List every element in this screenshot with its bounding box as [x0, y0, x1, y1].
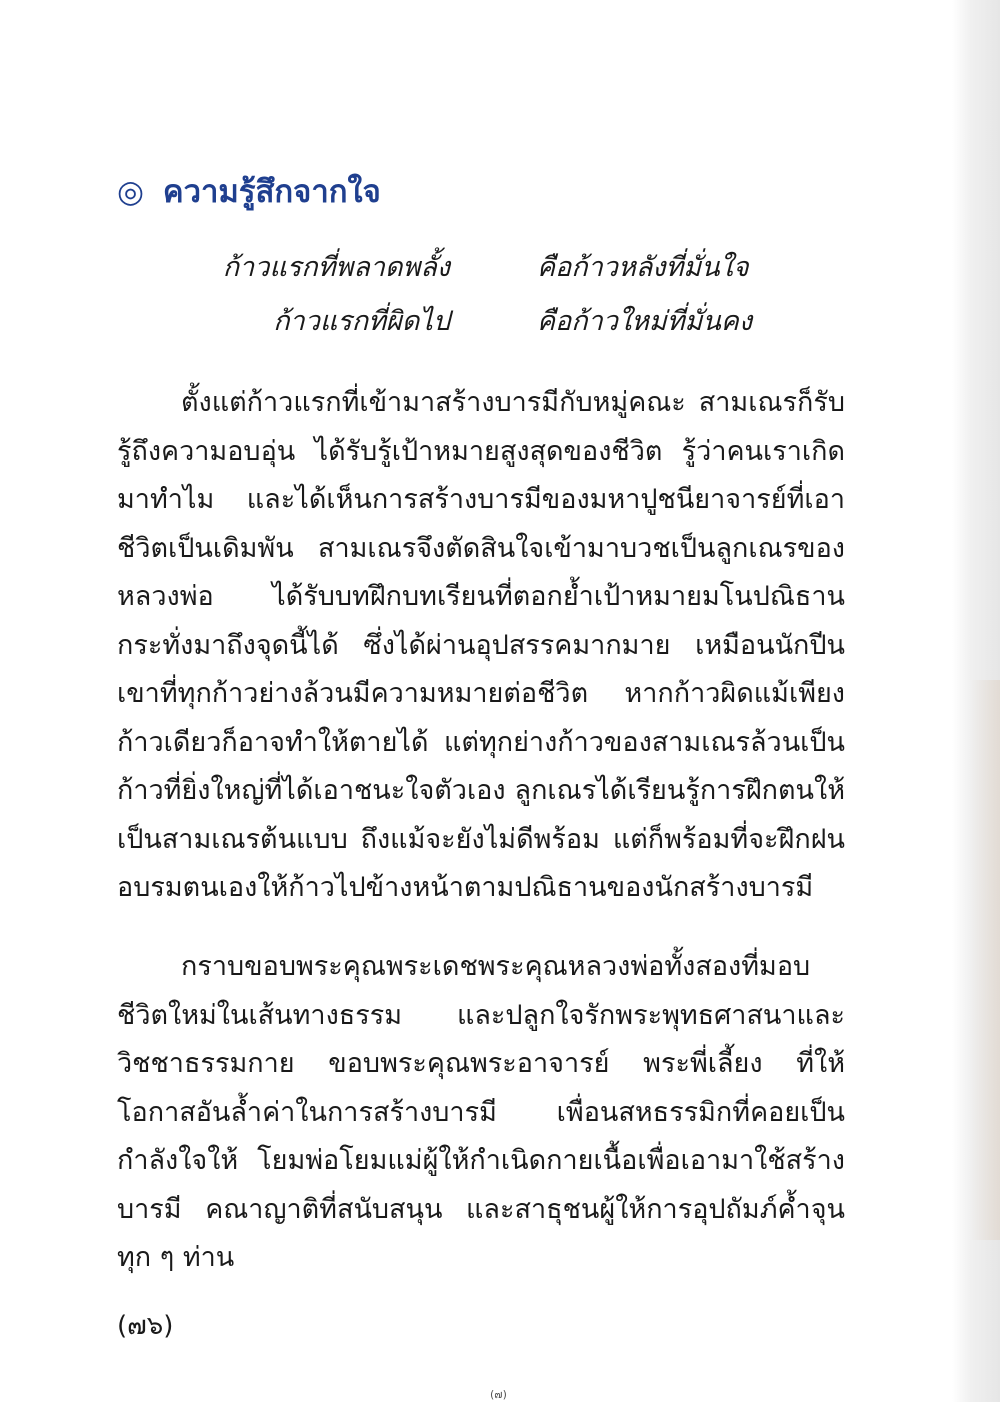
- poem-line: [0, 244, 1000, 298]
- poem-line: [0, 298, 1000, 352]
- footer-mark: (๗): [490, 1388, 507, 1401]
- section-heading-text: ความรู้สึกจากใจ: [162, 174, 381, 210]
- poem-verse: [0, 244, 1000, 352]
- poem-line-left: ก้าวแรกที่ผิดไป: [273, 306, 450, 337]
- page-edge-tint: [970, 680, 1000, 1240]
- body-paragraph: กราบขอบพระคุณพระเดชพระคุณหลวงพ่อทั้งสองที่มอบชีวิตใหม่ในเส้นทางธรรม และปลูกใจรักพระพุทธศาสนาและวิชชาธรรมกาย ขอบพระคุณพระอาจารย์ พระพี่เลี้ยง ที่ให้โอกาสอันล้ำค่าในการสร้างบารมี เพื่อนสหธรรมิกที่คอยเป็นกำลังใจให้ โยมพ่อโยมแม่ผู้ให้กำเนิดกายเนื้อเพื่อเอามาใช้สร้างบารมี คณาญาติที่สนับสนุน และสาธุชนผู้ให้การอุปถัมภ์ค้ำจุนทุก ๆ ท่าน: [117, 951, 845, 1273]
- poem-line-right: คือก้าวหลังที่มั่นใจ: [537, 252, 749, 283]
- body-paragraph: ตั้งแต่ก้าวแรกที่เข้ามาสร้างบารมีกับหมู่คณะ สามเณรก็รับรู้ถึงความอบอุ่น ได้รับรู้เป้าหมายสูงสุดของชีวิต รู้ว่าคนเราเกิดมาทำไม และได้เห็นการสร้างบารมีของมหาปูชนียาจารย์ที่เอาชีวิตเป็นเดิมพัน สามเณรจึงตัดสินใจเข้ามาบวชเป็นลูกเณรของหลวงพ่อ ได้รับบทฝึกบทเรียนที่ตอกย้ำเป้าหมายมโนปณิธานกระทั่งมาถึงจุดนี้ได้ ซึ่งได้ผ่านอุปสรรคมากมาย เหมือนนักปีนเขาที่ทุกก้าวย่างล้วนมีความหมายต่อชีวิต หากก้าวผิดแม้เพียงก้าวเดียวก็อาจทำให้ตายได้ แต่ทุกย่างก้าวของสามเณรล้วนเป็นก้าวที่ยิ่งใหญ่ที่ได้เอาชนะใจตัวเอง ลูกเณรได้เรียนรู้การฝึกตนให้เป็นสามเณรต้นแบบ ถึงแม้จะยังไม่ดีพร้อม แต่ก็พร้อมที่จะฝึกฝนอบรมตนเองให้ก้าวไปข้างหน้าตามปณิธานของนักสร้างบารมี: [117, 387, 845, 903]
- poem-line-left: ก้าวแรกที่พลาดพลั้ง: [222, 252, 450, 283]
- bullseye-icon: ◎: [117, 174, 145, 210]
- page-number: (๗๖): [117, 1311, 174, 1341]
- section-heading: [117, 168, 381, 216]
- poem-line-right: คือก้าวใหม่ที่มั่นคง: [537, 306, 753, 337]
